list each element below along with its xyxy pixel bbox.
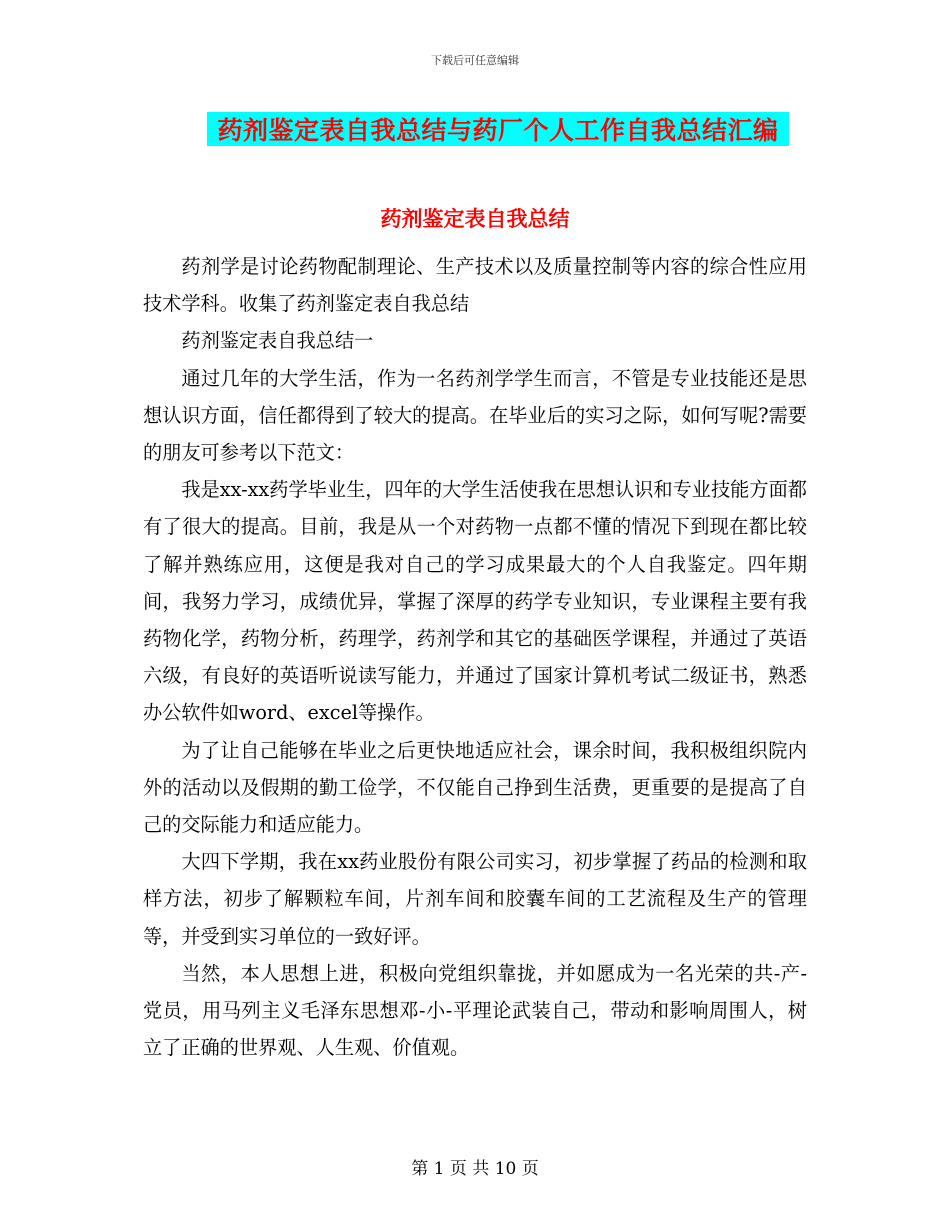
section-title: 药剂鉴定表自我总结 (380, 207, 570, 231)
paragraph: 为了让自己能够在毕业之后更快地适应社会，课余时间，我积极组织院内外的活动以及假期的勤工俭学，不仅能自己挣到生活费，更重要的是提高了自己的交际能力和适应能力。 (143, 738, 807, 837)
paragraph: 当然，本人思想上进，积极向党组织靠拢，并如愿成为一名光荣的共-产-党员，用马列主义毛泽东思想邓-小-平理论武装自己，带动和影响周围人，树立了正确的世界观、人生观、价值观。 (143, 961, 807, 1060)
document-body (143, 248, 807, 1066)
paragraph: 药剂学是讨论药物配制理论、生产技术以及质量控制等内容的综合性应用技术学科。收集了药剂鉴定表自我总结 (143, 255, 807, 316)
paragraph: 药剂鉴定表自我总结一 (181, 329, 374, 353)
page-header-note: 下载后可任意编辑 (431, 54, 519, 67)
paragraph: 我是xx-xx药学毕业生，四年的大学生活使我在思想认识和专业技能方面都有了很大的提高。目前，我是从一个对药物一点都不懂的情况下到现在都比较了解并熟练应用，这便是我对自己的学习成果最大的个人自我鉴定。四年期间，我努力学习，成绩优异，掌握了深厚的药学专业知识，专业课程主要有我药物化学，药物分析，药理学，药剂学和其它的基础医学课程，并通过了英语六级，有良好的英语听说读写能力，并通过了国家计算机考试二级证书，熟悉办公软件如word、excel等操作。 (143, 478, 807, 725)
main-title-highlight (207, 112, 789, 146)
paragraph: 大四下学期，我在xx药业股份有限公司实习，初步掌握了药品的检测和取样方法，初步了解颗粒车间，片剂车间和胶囊车间的工艺流程及生产的管理等，并受到实习单位的一致好评。 (143, 850, 807, 948)
page-number-footer: 第 1 页 共 10 页 (411, 1159, 539, 1179)
document-title: 药剂鉴定表自我总结与药厂个人工作自我总结汇编 (217, 116, 779, 145)
paragraph: 通过几年的大学生活，作为一名药剂学学生而言，不管是专业技能还是思想认识方面，信任都得到了较大的提高。在毕业后的实习之际，如何写呢?需要的朋友可参考以下范文： (143, 366, 807, 465)
